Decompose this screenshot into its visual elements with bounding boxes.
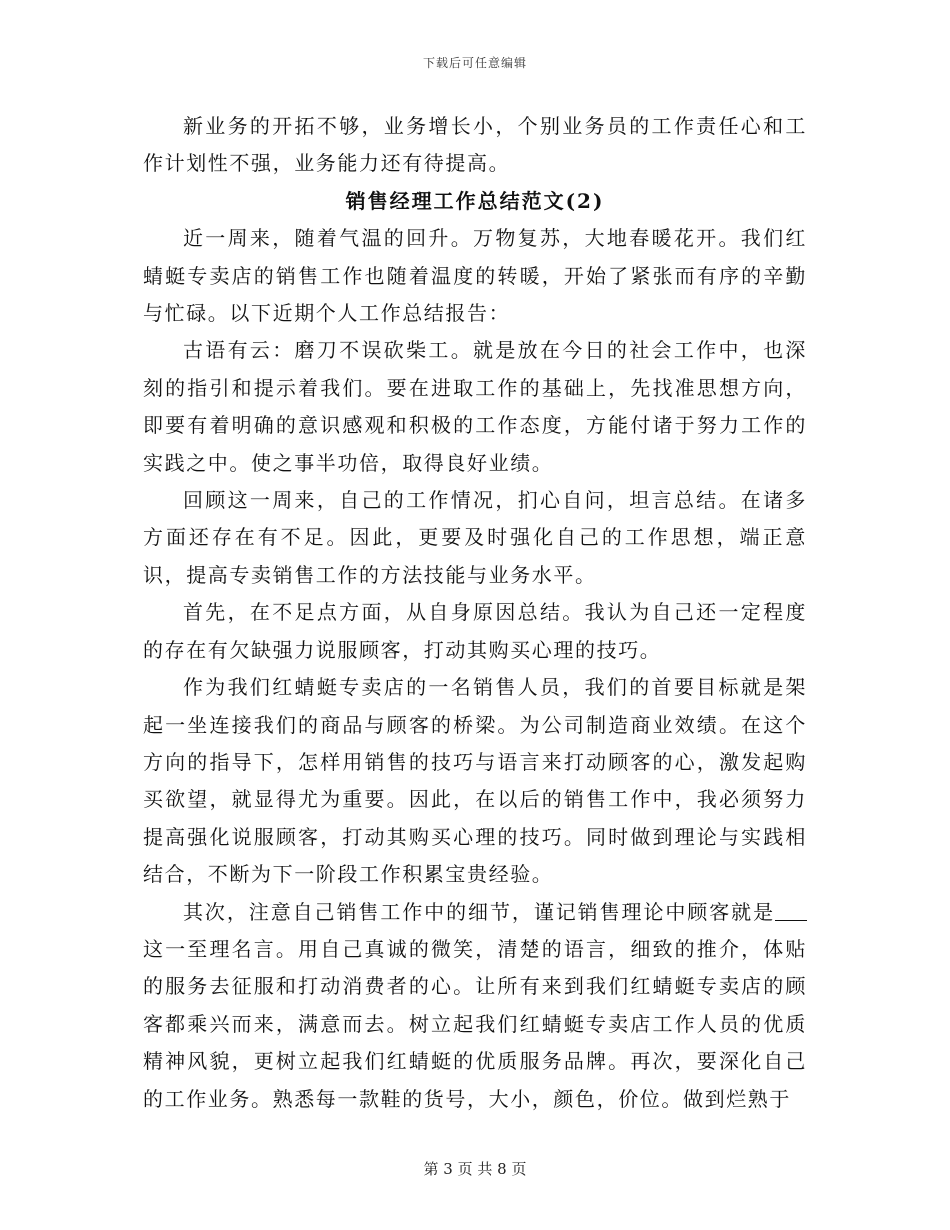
paragraph-details-rest: 这一至理名言。用自己真诚的微笑，清楚的语言，细致的推介，体贴的服务去征服和打动消费者的心。让所有来到我们红蜻蜓专卖店的顾客都乘兴而来，满意而去。树立起我们红蜻蜓专卖店工作人员的优质精神风貌，更树立起我们红蜻蜓的优质服务品牌。再次，要深化自己的工作业务。熟悉每一款鞋的货号，大小，颜色，价位。做到烂熟于: [143, 936, 807, 1111]
fill-in-blank: [775, 900, 807, 921]
continued-paragraph: 新业务的开拓不够，业务增长小，个别业务员的工作责任心和工作计划性不强，业务能力还有待提高。: [143, 114, 807, 176]
paragraph-details-start: 其次，注意自己销售工作中的细节，谨记销售理论中顾客就是: [183, 899, 775, 924]
paragraph-shortcomings: 首先，在不足点方面，从自身原因总结。我认为自己还一定程度的存在有欠缺强力说服顾客，打动其购买心理的技巧。: [143, 600, 807, 662]
document-body: [143, 108, 807, 1118]
paragraph-details: [143, 894, 807, 1118]
paragraph-proverb: 古语有云：磨刀不误砍柴工。就是放在今日的社会工作中，也深刻的指引和提示着我们。要在进取工作的基础上，先找准思想方向，即要有着明确的意识感观和积极的工作态度，方能付诸于努力工作的实践之中。使之事半功倍，取得良好业绩。: [143, 338, 807, 475]
document-title: 销售经理工作总结范文(2): [345, 188, 605, 213]
paragraph-review: 回顾这一周来，自己的工作情况，扪心自问，坦言总结。在诸多方面还存在有不足。因此，更要及时强化自己的工作思想，端正意识，提高专卖销售工作的方法技能与业务水平。: [143, 488, 807, 587]
paragraph-intro: 近一周来，随着气温的回升。万物复苏，大地春暖花开。我们红蜻蜓专卖店的销售工作也随着温度的转暖，开始了紧张而有序的辛勤与忙碌。以下近期个人工作总结报告：: [143, 226, 807, 326]
page-footer: 第 3 页 共 8 页: [423, 1160, 527, 1178]
paragraph-sales-role: 作为我们红蜻蜓专卖店的一名销售人员，我们的首要目标就是架起一坐连接我们的商品与顾客的桥梁。为公司制造商业效绩。在这个方向的指导下，怎样用销售的技巧与语言来打动顾客的心，激发起购买欲望，就显得尤为重要。因此，在以后的销售工作中，我必须努力提高强化说服顾客，打动其购买心理的技巧。同时做到理论与实践相结合，不断为下一阶段工作积累宝贵经验。: [143, 675, 807, 887]
page-header: 下载后可任意编辑: [422, 56, 527, 70]
